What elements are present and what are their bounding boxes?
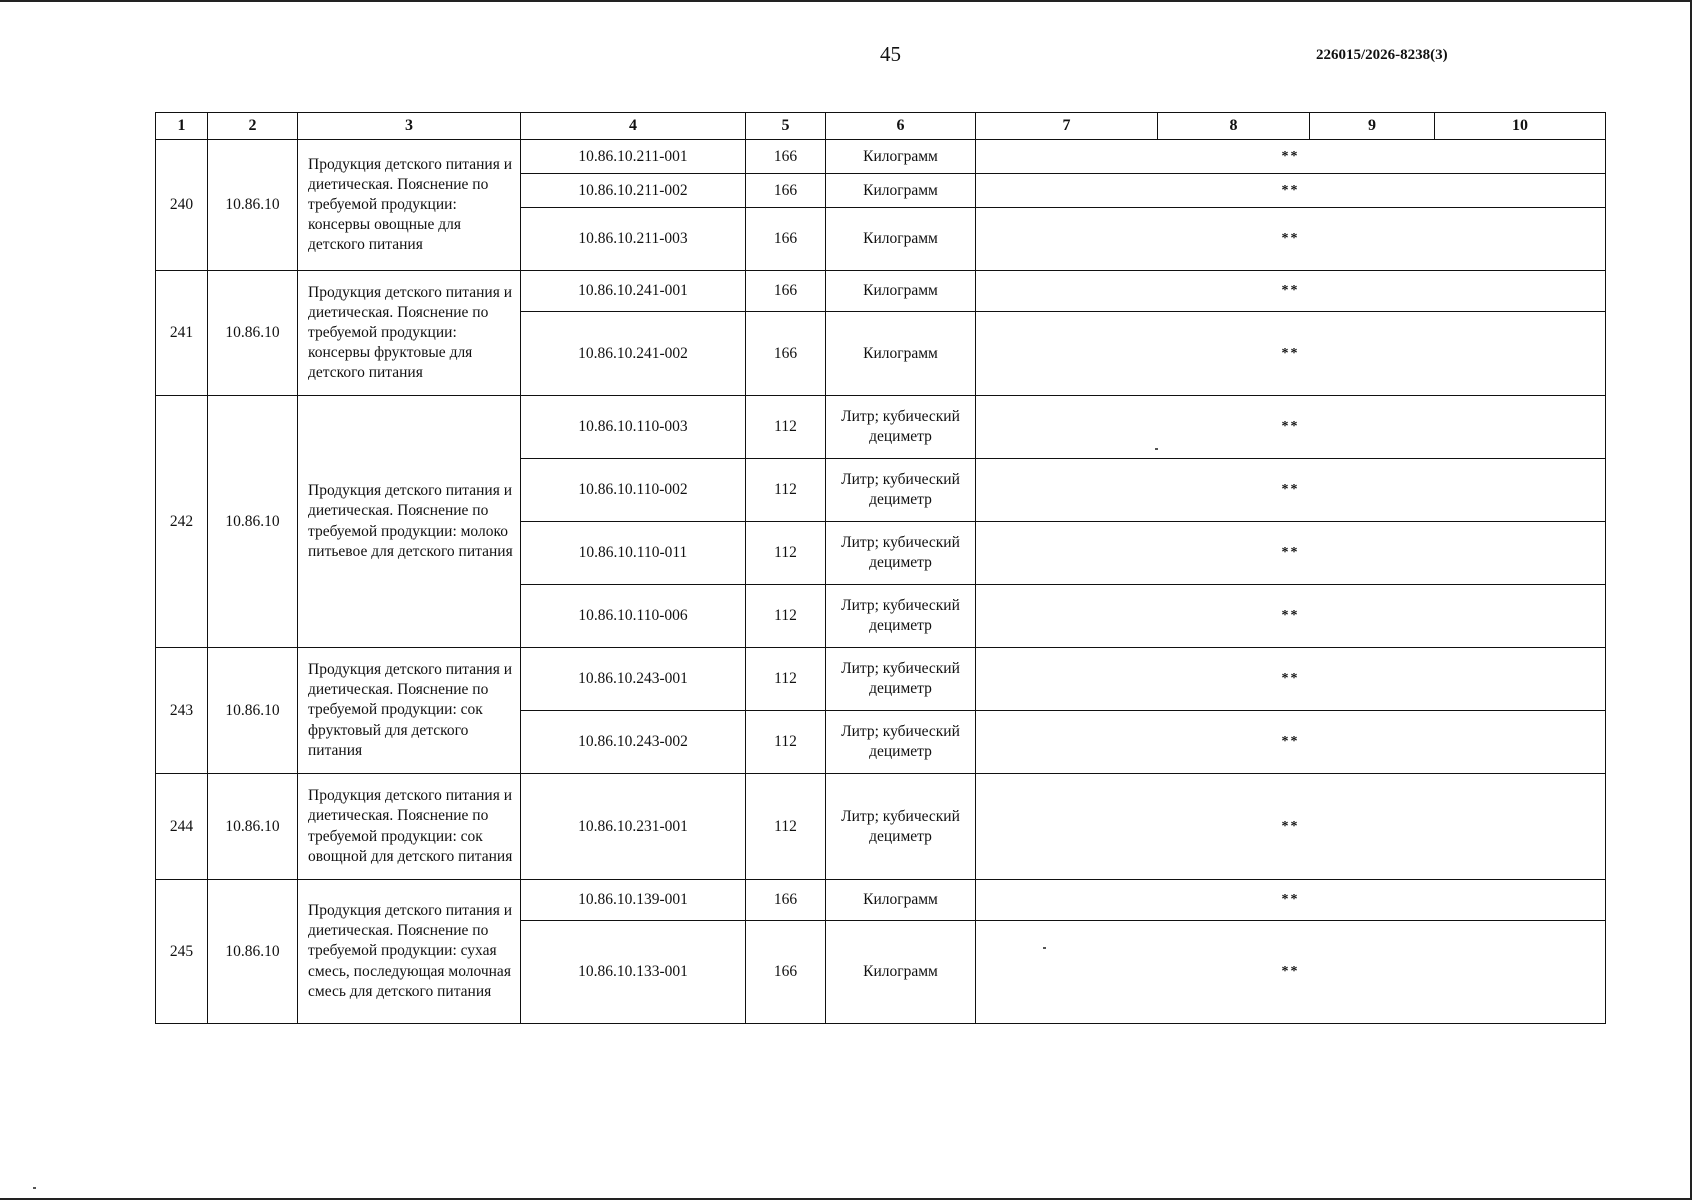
ktru-code: 10.86.10.110-011 (521, 522, 746, 585)
merged-mark: ** (976, 711, 1606, 774)
table-row (156, 774, 1606, 880)
col-header-9: 9 (1310, 113, 1435, 140)
merged-mark: ** (976, 880, 1606, 921)
merged-mark: ** (976, 140, 1606, 174)
table-row (156, 396, 1606, 459)
ktru-code: 10.86.10.211-003 (521, 208, 746, 271)
unit-name: Литр; кубический дециметр (826, 459, 976, 522)
ktru-code: 10.86.10.110-003 (521, 396, 746, 459)
col-header-10: 10 (1435, 113, 1606, 140)
unit-name: Литр; кубический дециметр (826, 774, 976, 880)
merged-mark: ** (976, 774, 1606, 880)
merged-mark: ** (976, 312, 1606, 396)
scan-speck (1155, 448, 1158, 450)
col-header-4: 4 (521, 113, 746, 140)
table-row (156, 880, 1606, 921)
merged-mark: ** (976, 459, 1606, 522)
header-row (156, 113, 1606, 140)
okpd-code: 10.86.10 (208, 396, 298, 648)
col-header-1: 1 (156, 113, 208, 140)
unit-name: Литр; кубический дециметр (826, 585, 976, 648)
merged-mark: ** (976, 921, 1606, 1024)
ktru-code: 10.86.10.211-002 (521, 174, 746, 208)
merged-mark: ** (976, 396, 1606, 459)
merged-mark: ** (976, 174, 1606, 208)
table-row (156, 271, 1606, 312)
unit-name: Литр; кубический дециметр (826, 396, 976, 459)
scan-speck (1043, 947, 1046, 949)
col-header-6: 6 (826, 113, 976, 140)
ktru-code: 10.86.10.243-002 (521, 711, 746, 774)
col-header-7: 7 (976, 113, 1158, 140)
merged-mark: ** (976, 208, 1606, 271)
product-description: Продукция детского питания и диетическая. Пояснение по требуемой продукции: консервы овощные для детского питания (298, 140, 521, 271)
unit-name: Литр; кубический дециметр (826, 648, 976, 711)
page-number: 45 (880, 42, 901, 66)
ktru-code: 10.86.10.110-006 (521, 585, 746, 648)
okei-code: 112 (746, 648, 826, 711)
unit-name: Литр; кубический дециметр (826, 522, 976, 585)
product-description: Продукция детского питания и диетическая. Пояснение по требуемой продукции: молоко питьевое для детского питания (298, 396, 521, 648)
document-code: 226015/2026-8238(3) (1316, 47, 1448, 63)
col-header-8: 8 (1158, 113, 1310, 140)
table-row (156, 140, 1606, 174)
row-number: 244 (156, 774, 208, 880)
okei-code: 112 (746, 711, 826, 774)
unit-name: Килограмм (826, 312, 976, 396)
ktru-code: 10.86.10.110-002 (521, 459, 746, 522)
unit-name: Килограмм (826, 140, 976, 174)
okpd-code: 10.86.10 (208, 140, 298, 271)
okpd-code: 10.86.10 (208, 648, 298, 774)
products-table (155, 112, 1606, 1024)
okei-code: 112 (746, 396, 826, 459)
row-number: 241 (156, 271, 208, 396)
product-description: Продукция детского питания и диетическая. Пояснение по требуемой продукции: сухая смесь, последующая молочная смесь для детского питания (298, 880, 521, 1024)
col-header-3: 3 (298, 113, 521, 140)
unit-name: Литр; кубический дециметр (826, 711, 976, 774)
okpd-code: 10.86.10 (208, 880, 298, 1024)
okei-code: 166 (746, 174, 826, 208)
scan-border-top (0, 0, 1692, 2)
okei-code: 166 (746, 140, 826, 174)
okpd-code: 10.86.10 (208, 774, 298, 880)
merged-mark: ** (976, 585, 1606, 648)
col-header-2: 2 (208, 113, 298, 140)
okei-code: 112 (746, 522, 826, 585)
ktru-code: 10.86.10.231-001 (521, 774, 746, 880)
unit-name: Килограмм (826, 208, 976, 271)
unit-name: Килограмм (826, 921, 976, 1024)
okei-code: 166 (746, 208, 826, 271)
ktru-code: 10.86.10.243-001 (521, 648, 746, 711)
okei-code: 166 (746, 271, 826, 312)
okei-code: 112 (746, 585, 826, 648)
ktru-code: 10.86.10.139-001 (521, 880, 746, 921)
product-description: Продукция детского питания и диетическая. Пояснение по требуемой продукции: сок овощной для детского питания (298, 774, 521, 880)
ktru-code: 10.86.10.241-002 (521, 312, 746, 396)
merged-mark: ** (976, 648, 1606, 711)
okpd-code: 10.86.10 (208, 271, 298, 396)
col-header-5: 5 (746, 113, 826, 140)
row-number: 240 (156, 140, 208, 271)
product-description: Продукция детского питания и диетическая. Пояснение по требуемой продукции: консервы фруктовые для детского питания (298, 271, 521, 396)
row-number: 243 (156, 648, 208, 774)
unit-name: Килограмм (826, 880, 976, 921)
okei-code: 166 (746, 921, 826, 1024)
table-row (156, 648, 1606, 711)
ktru-code: 10.86.10.211-001 (521, 140, 746, 174)
row-number: 245 (156, 880, 208, 1024)
okei-code: 112 (746, 459, 826, 522)
row-number: 242 (156, 396, 208, 648)
product-description: Продукция детского питания и диетическая. Пояснение по требуемой продукции: сок фруктовый для детского питания (298, 648, 521, 774)
merged-mark: ** (976, 522, 1606, 585)
okei-code: 166 (746, 312, 826, 396)
ktru-code: 10.86.10.133-001 (521, 921, 746, 1024)
unit-name: Килограмм (826, 271, 976, 312)
unit-name: Килограмм (826, 174, 976, 208)
scan-speck (33, 1187, 36, 1189)
merged-mark: ** (976, 271, 1606, 312)
okei-code: 166 (746, 880, 826, 921)
okei-code: 112 (746, 774, 826, 880)
ktru-code: 10.86.10.241-001 (521, 271, 746, 312)
